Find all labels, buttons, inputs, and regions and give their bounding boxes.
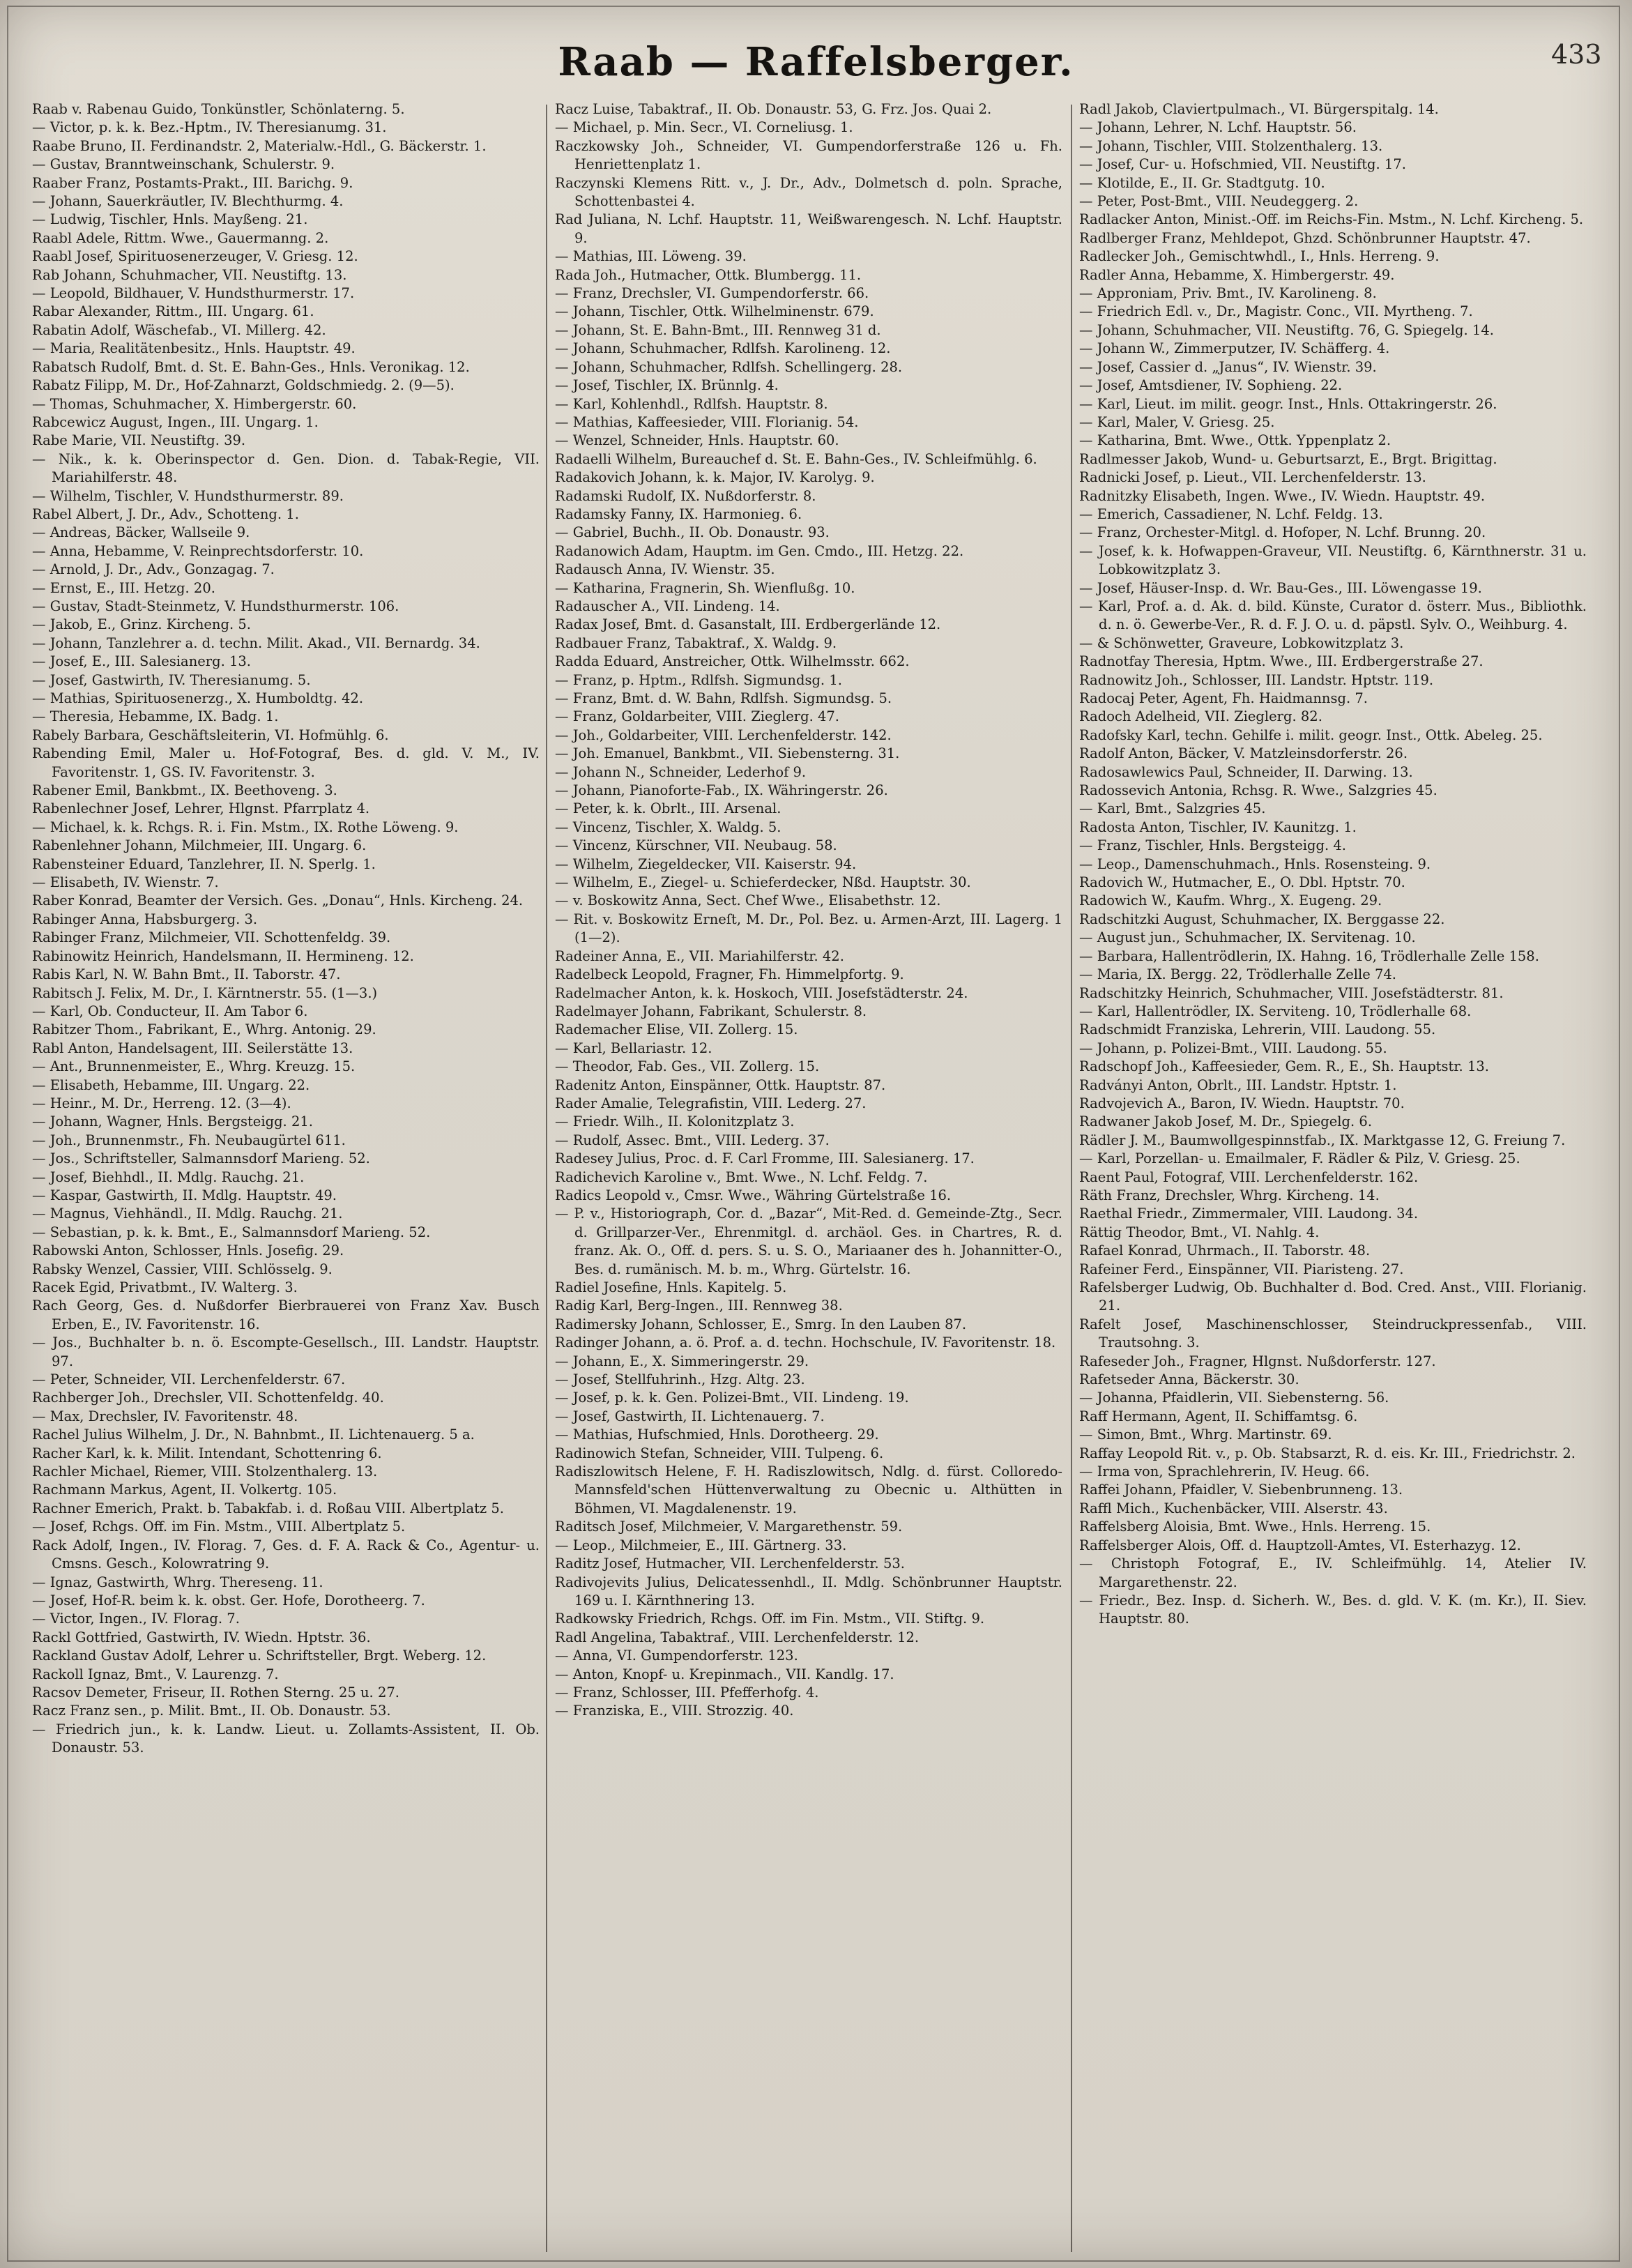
directory-entry: — Franziska, E., VIII. Strozzig. 40.	[555, 1703, 794, 1719]
directory-entry: — Johann, E., X. Simmeringerstr. 29.	[555, 1353, 809, 1369]
directory-entry: Rabitsch J. Felix, M. Dr., I. Kärntnerstr. 55. (1—3.)	[32, 984, 378, 1001]
directory-entry: — Johanna, Pfaidlerin, VII. Siebensterng. 56.	[1079, 1390, 1389, 1406]
directory-entry: — Mathias, Spirituosenerzg., X. Humboldtg. 42.	[32, 690, 364, 706]
directory-entry: — Karl, Ob. Conducteur, II. Am Tabor 6.	[32, 1003, 308, 1019]
directory-entry: — Leop., Milchmeier, E., III. Gärtnerg. 33.	[555, 1537, 847, 1553]
directory-entry: — Barbara, Hallentrödlerin, IX. Hahng. 16, Trödlerhalle Zelle 158.	[1079, 947, 1539, 964]
directory-entry: Raent Paul, Fotograf, VIII. Lerchenfelderstr. 162.	[1079, 1169, 1419, 1185]
directory-entry: Radeiner Anna, E., VII. Mariahilferstr. 42.	[555, 947, 844, 964]
directory-entry: — Josef, Tischler, IX. Brünnlg. 4.	[555, 377, 779, 394]
directory-entry: Radosawlewics Paul, Schneider, II. Darwing. 13.	[1079, 763, 1413, 780]
directory-entry: — Karl, Lieut. im milit. geogr. Inst., Hnls. Ottakringerstr. 26.	[1079, 395, 1497, 412]
directory-entry: — Johann, Schuhmacher, VII. Neustiftg. 76, G. Spiegelg. 14.	[1079, 321, 1494, 338]
directory-entry: Raczkowsky Joh., Schneider, VI. Gumpendorferstraße 126 u. Fh. Henriettenplatz 1.	[555, 137, 1062, 173]
directory-entry: Radichevich Karoline v., Bmt. Wwe., N. Lchf. Feldg. 7.	[555, 1169, 928, 1185]
directory-entry: — Rudolf, Assec. Bmt., VIII. Lederg. 37.	[555, 1132, 830, 1148]
directory-entry: Rader Amalie, Telegrafistin, VIII. Lederg. 27.	[555, 1095, 867, 1111]
directory-entry: — Ant., Brunnenmeister, E., Whrg. Kreuzg. 15.	[32, 1058, 356, 1075]
directory-entry: Rabending Emil, Maler u. Hof-Fotograf, Bes. d. gld. V. M., IV. Favoritenstr. 1, GS. IV. Favoritenstr. 3.	[32, 745, 540, 780]
directory-entry: — Jakob, E., Grinz. Kircheng. 5.	[32, 616, 251, 633]
directory-entry: — Rit. v. Boskowitz Erneſt, M. Dr., Pol. Bez. u. Armen-Arzt, III. Lagerg. 1 (1—2).	[555, 911, 1062, 946]
directory-entry: Rabinowitz Heinrich, Handelsmann, II. Hermineng. 12.	[32, 947, 414, 964]
directory-entry: — Ludwig, Tischler, Hnls. Mayßeng. 21.	[32, 211, 308, 228]
directory-entry: — August jun., Schuhmacher, IX. Servitenag. 10.	[1079, 929, 1416, 946]
directory-entry: Rädler J. M., Baumwollgespinnstfab., IX. Marktgasse 12, G. Freiung 7.	[1079, 1132, 1566, 1148]
directory-entry: Rabinger Franz, Milchmeier, VII. Schottenfeldg. 39.	[32, 929, 391, 946]
directory-entry: — Anton, Knopf- u. Krepinmach., VII. Kandlg. 17.	[555, 1666, 894, 1682]
directory-entry: Rafael Konrad, Uhrmach., II. Taborstr. 48.	[1079, 1242, 1371, 1259]
directory-entry: Radlmesser Jakob, Wund- u. Geburtsarzt, E., Brgt. Brigittag.	[1079, 450, 1497, 467]
directory-entry: — Maria, IX. Bergg. 22, Trödlerhalle Zelle 74.	[1079, 966, 1396, 983]
directory-entry: Radanowich Adam, Hauptm. im Gen. Cmdo., III. Hetzg. 22.	[555, 542, 964, 559]
directory-entry: Radlacker Anton, Minist.-Off. im Reichs-Fin. Mstm., N. Lchf. Kircheng. 5.	[1079, 211, 1584, 228]
directory-entry: — & Schönwetter, Graveure, Lobkowitzplatz 3.	[1079, 634, 1404, 651]
directory-entry: Raabe Bruno, II. Ferdinandstr. 2, Materialw.-Hdl., G. Bäckerstr. 1.	[32, 137, 487, 154]
directory-entry: Rafeseder Joh., Fragner, Hlgnst. Nußdorferstr. 127.	[1079, 1353, 1436, 1369]
directory-entry: Rabowski Anton, Schlosser, Hnls. Josefig. 29.	[32, 1242, 344, 1259]
directory-entry: — Wilhelm, Tischler, V. Hundsthurmerstr. 89.	[32, 487, 344, 504]
directory-entry: — Joh., Brunnenmstr., Fh. Neubaugürtel 611.	[32, 1132, 346, 1148]
directory-entry: Racsov Demeter, Friseur, II. Rothen Sterng. 25 u. 27.	[32, 1684, 399, 1700]
directory-entry: — Leop., Damenschuhmach., Hnls. Rosensteing. 9.	[1079, 855, 1431, 872]
directory-entry: — Josef, Gastwirth, II. Lichtenauerg. 7.	[555, 1408, 825, 1424]
directory-entry: Raff Hermann, Agent, II. Schiffamtsg. 6.	[1079, 1408, 1358, 1424]
directory-entry: — Franz, Tischler, Hnls. Bergsteigg. 4.	[1079, 837, 1346, 854]
directory-entry: Radesey Julius, Proc. d. F. Carl Fromme, III. Salesianerg. 17.	[555, 1150, 975, 1167]
directory-entry: Rabinger Anna, Habsburgerg. 3.	[32, 911, 258, 927]
directory-entry: — Karl, Bellariastr. 12.	[555, 1040, 712, 1056]
directory-entry: — Gustav, Branntweinschank, Schulerstr. 9.	[32, 156, 335, 173]
directory-entry: Raffelsberger Alois, Off. d. Hauptzoll-Amtes, VI. Esterhazyg. 12.	[1079, 1537, 1521, 1553]
directory-entry: — Victor, Ingen., IV. Florag. 7.	[32, 1611, 240, 1627]
directory-entry: — Josef, Hof-R. beim k. k. obst. Ger. Hofe, Dorotheerg. 7.	[32, 1592, 425, 1608]
directory-entry: Rachberger Joh., Drechsler, VII. Schottenfeldg. 40.	[32, 1390, 384, 1406]
directory-entry: Radenitz Anton, Einspänner, Ottk. Hauptstr. 87.	[555, 1076, 886, 1093]
directory-entry: Rabe Marie, VII. Neustiftg. 39.	[32, 432, 246, 449]
column-middle	[555, 100, 1062, 2234]
directory-entry: Radwaner Jakob Josef, M. Dr., Spiegelg. 6.	[1079, 1113, 1373, 1130]
directory-entry: Rafetseder Anna, Bäckerstr. 30.	[1079, 1371, 1299, 1388]
directory-columns	[32, 100, 1601, 2234]
directory-entry: Radschopf Joh., Kaffeesieder, Gem. R., E., Sh. Hauptstr. 13.	[1079, 1058, 1489, 1075]
directory-entry: — Katharina, Bmt. Wwe., Ottk. Yppenplatz 2.	[1079, 432, 1391, 449]
directory-entry: — Johann W., Zimmerputzer, IV. Schäfferg. 4.	[1079, 340, 1390, 357]
directory-entry: Rabitzer Thom., Fabrikant, E., Whrg. Antonig. 29.	[32, 1021, 376, 1038]
directory-entry: Radauscher A., VII. Lindeng. 14.	[555, 598, 780, 614]
directory-entry: — Simon, Bmt., Whrg. Martinstr. 69.	[1079, 1426, 1332, 1443]
directory-entry: — Klotilde, E., II. Gr. Stadtgutg. 10.	[1079, 174, 1325, 191]
directory-entry: Radoch Adelheid, VII. Zieglerg. 82.	[1079, 708, 1322, 725]
directory-entry: — Victor, p. k. k. Bez.-Hptm., IV. Theresianumg. 31.	[32, 119, 387, 136]
directory-entry: Radamsky Fanny, IX. Harmonieg. 6.	[555, 505, 802, 522]
directory-entry: Radinowich Stefan, Schneider, VIII. Tulpeng. 6.	[555, 1445, 884, 1461]
directory-entry: — Peter, k. k. Obrlt., III. Arsenal.	[555, 800, 781, 817]
directory-entry: Radakovich Johann, k. k. Major, IV. Karolyg. 9.	[555, 469, 875, 486]
directory-entry: Rad Juliana, N. Lchf. Hauptstr. 11, Weißwarengesch. N. Lchf. Hauptstr. 9.	[555, 211, 1062, 246]
directory-entry: — Anna, VI. Gumpendorferstr. 123.	[555, 1647, 798, 1664]
directory-entry: Rackland Gustav Adolf, Lehrer u. Schriftsteller, Brgt. Weberg. 12.	[32, 1647, 487, 1664]
directory-entry: Radaelli Wilhelm, Bureauchef d. St. E. Bahn-Ges., IV. Schleifmühlg. 6.	[555, 450, 1037, 467]
page-title: Raab — Raffelsberger.	[558, 39, 1074, 85]
directory-entry: Rademacher Elise, VII. Zollerg. 15.	[555, 1021, 798, 1038]
directory-entry: Radosta Anton, Tischler, IV. Kaunitzg. 1.	[1079, 819, 1357, 835]
directory-entry: Raethal Friedr., Zimmermaler, VIII. Laudong. 34.	[1079, 1205, 1419, 1222]
directory-entry: — Johann, Tanzlehrer a. d. techn. Milit. Akad., VII. Bernardg. 34.	[32, 634, 480, 651]
directory-entry: Rackoll Ignaz, Bmt., V. Laurenzg. 7.	[32, 1666, 279, 1682]
directory-entry: — Karl, Prof. a. d. Ak. d. bild. Künste, Curator d. österr. Mus., Bibliothk. d. n. ö. Gewerbe-Ver., R. d. F. J. O. u. d. päpstl. Sylv. O., Weihburg. 4.	[1079, 598, 1587, 633]
directory-entry: Rack Adolf, Ingen., IV. Florag. 7, Ges. d. F. A. Rack & Co., Agentur- u. Cmsns. Gesch., Kolowratring 9.	[32, 1537, 540, 1572]
directory-entry: Rabenlehner Johann, Milchmeier, III. Ungarg. 6.	[32, 837, 367, 854]
directory-entry: Rabatin Adolf, Wäschefab., VI. Millerg. 42.	[32, 321, 326, 338]
directory-entry: — Josef, Biehhdl., II. Mdlg. Rauchg. 21.	[32, 1169, 305, 1185]
directory-entry: — Friedr. Wilh., II. Kolonitzplatz 3.	[555, 1113, 795, 1130]
directory-entry: Radlecker Joh., Gemischtwhdl., I., Hnls. Herreng. 9.	[1079, 248, 1440, 265]
directory-entry: Radlberger Franz, Mehldepot, Ghzd. Schönbrunner Hauptstr. 47.	[1079, 229, 1531, 246]
directory-entry: Radványi Anton, Obrlt., III. Landstr. Hptstr. 1.	[1079, 1076, 1397, 1093]
directory-entry: — Johann, Sauerkräutler, IV. Blechthurmg. 4.	[32, 193, 344, 210]
directory-entry: — Peter, Post-Bmt., VIII. Neudeggerg. 2.	[1079, 193, 1359, 210]
directory-entry: Raditsch Josef, Milchmeier, V. Margarethenstr. 59.	[555, 1519, 903, 1535]
directory-entry: — Mathias, III. Löweng. 39.	[555, 248, 747, 265]
directory-entry: — Josef, E., III. Salesianerg. 13.	[32, 653, 251, 670]
directory-entry: — Franz, Bmt. d. W. Bahn, Rdlfsh. Sigmundsg. 5.	[555, 690, 892, 706]
directory-entry: Rafelsberger Ludwig, Ob. Buchhalter d. Bod. Cred. Anst., VIII. Florianig. 21.	[1079, 1279, 1587, 1314]
directory-entry: — Franz, Drechsler, VI. Gumpendorferstr. 66.	[555, 285, 869, 302]
directory-entry: — Josef, Amtsdiener, IV. Sophieng. 22.	[1079, 377, 1343, 394]
directory-entry: — Wilhelm, Ziegeldecker, VII. Kaiserstr. 94.	[555, 855, 857, 872]
directory-entry: — Johann, Schuhmacher, Rdlfsh. Schellingerg. 28.	[555, 358, 903, 375]
directory-entry: — Kaspar, Gastwirth, II. Mdlg. Hauptstr. 49.	[32, 1187, 337, 1203]
directory-entry: — Theresia, Hebamme, IX. Badg. 1.	[32, 708, 279, 725]
directory-entry: — Emerich, Cassadiener, N. Lchf. Feldg. 13.	[1079, 505, 1383, 522]
directory-entry: Radiel Josefine, Hnls. Kapitelg. 5.	[555, 1279, 787, 1295]
directory-entry: Radbauer Franz, Tabaktraf., X. Waldg. 9.	[555, 634, 837, 651]
directory-entry: — Joh., Goldarbeiter, VIII. Lerchenfelderstr. 142.	[555, 726, 892, 743]
directory-entry: Rachmann Markus, Agent, II. Volkertg. 105.	[32, 1482, 337, 1498]
directory-entry: — Johann N., Schneider, Lederhof 9.	[555, 763, 807, 780]
directory-entry: Radowich W., Kaufm. Whrg., X. Eugeng. 29.	[1079, 892, 1382, 909]
directory-entry: Radics Leopold v., Cmsr. Wwe., Währing Gürtelstraße 16.	[555, 1187, 952, 1203]
directory-entry: Rabcewicz August, Ingen., III. Ungarg. 1.	[32, 413, 319, 430]
directory-entry: — Wenzel, Schneider, Hnls. Hauptstr. 60.	[555, 432, 839, 449]
directory-entry: Rach Georg, Ges. d. Nußdorfer Bierbrauerei von Franz Xav. Busch Erben, E., IV. Favoritenstr. 16.	[32, 1297, 540, 1332]
directory-entry: Radnotfay Theresia, Hptm. Wwe., III. Erdbergerstraße 27.	[1079, 653, 1484, 670]
directory-entry: Radnowitz Joh., Schlosser, III. Landstr. Hptstr. 119.	[1079, 671, 1434, 688]
directory-entry: Rabsky Wenzel, Cassier, VIII. Schlösselg. 9.	[32, 1261, 333, 1277]
directory-entry: Radamski Rudolf, IX. Nußdorferstr. 8.	[555, 487, 816, 504]
directory-entry: Racek Egid, Privatbmt., IV. Walterg. 3.	[32, 1279, 298, 1295]
directory-entry: Rabatz Filipp, M. Dr., Hof-Zahnarzt, Goldschmiedg. 2. (9—5).	[32, 377, 455, 394]
directory-entry: Radda Eduard, Anstreicher, Ottk. Wilhelmsstr. 662.	[555, 653, 910, 670]
directory-entry: Radax Josef, Bmt. d. Gasanstalt, III. Erdbergerlände 12.	[555, 616, 941, 633]
directory-entry: Radschmidt Franziska, Lehrerin, VIII. Laudong. 55.	[1079, 1021, 1436, 1038]
directory-entry: Radler Anna, Hebamme, X. Himbergerstr. 49.	[1079, 266, 1395, 283]
directory-entry: — Johann, St. E. Bahn-Bmt., III. Rennweg 31 d.	[555, 321, 881, 338]
directory-entry: — Johann, Schuhmacher, Rdlfsh. Karolineng. 12.	[555, 340, 891, 357]
directory-entry: Radimersky Johann, Schlosser, E., Smrg. In den Lauben 87.	[555, 1316, 967, 1332]
directory-entry: — Josef, p. k. k. Gen. Polizei-Bmt., VII. Lindeng. 19.	[555, 1390, 909, 1406]
directory-entry: — Josef, Gastwirth, IV. Theresianumg. 5.	[32, 671, 311, 688]
directory-entry: — Nik., k. k. Oberinspector d. Gen. Dion. d. Tabak-Regie, VII. Mariahilferstr. 48.	[32, 450, 540, 486]
directory-entry: — Friedrich Edl. v., Dr., Magistr. Conc., VII. Myrtheng. 7.	[1079, 303, 1473, 320]
directory-entry: — Katharina, Fragnerin, Sh. Wienflußg. 10.	[555, 579, 855, 596]
directory-entry: — Karl, Kohlenhdl., Rdlfsh. Hauptstr. 8.	[555, 395, 828, 412]
directory-entry: — Elisabeth, IV. Wienstr. 7.	[32, 874, 219, 891]
directory-entry: Raaber Franz, Postamts-Prakt., III. Barichg. 9.	[32, 174, 353, 191]
directory-entry: Raabl Adele, Rittm. Wwe., Gauermanng. 2.	[32, 229, 329, 246]
directory-entry: — Josef, k. k. Hofwappen-Graveur, VII. Neustiftg. 6, Kärnthnerstr. 31 u. Lobkowitzplatz 3.	[1079, 542, 1587, 578]
directory-entry: Rättig Theodor, Bmt., VI. Nahlg. 4.	[1079, 1224, 1320, 1240]
directory-entry: — Karl, Maler, V. Griesg. 25.	[1079, 413, 1275, 430]
directory-entry: Rabener Emil, Bankbmt., IX. Beethoveng. 3.	[32, 782, 337, 799]
directory-entry: Rachner Emerich, Prakt. b. Tabakfab. i. d. Roßau VIII. Albertplatz 5.	[32, 1500, 505, 1516]
directory-entry: — Mathias, Hufschmied, Hnls. Dorotheerg. 29.	[555, 1426, 879, 1443]
directory-entry: Radocaj Peter, Agent, Fh. Haidmannsg. 7.	[1079, 690, 1368, 706]
directory-entry: Rafeiner Ferd., Einspänner, VII. Piaristeng. 27.	[1079, 1261, 1404, 1277]
directory-entry: Radschitzki August, Schuhmacher, IX. Berggasse 22.	[1079, 911, 1445, 927]
directory-entry: Rabel Albert, J. Dr., Adv., Schotteng. 1.	[32, 505, 299, 522]
directory-entry: — Franz, Schlosser, III. Pfefferhofg. 4.	[555, 1684, 819, 1700]
directory-entry: — Heinr., M. Dr., Herreng. 12. (3—4).	[32, 1095, 291, 1111]
directory-entry: — Johann, Lehrer, N. Lchf. Hauptstr. 56.	[1079, 119, 1357, 136]
directory-entry: — Michael, k. k. Rchgs. R. i. Fin. Mstm., IX. Rothe Löweng. 9.	[32, 819, 459, 835]
directory-entry: Radelmacher Anton, k. k. Hoskoch, VIII. Josefstädterstr. 24.	[555, 984, 968, 1001]
directory-entry: — Michael, p. Min. Secr., VI. Corneliusg. 1.	[555, 119, 853, 136]
directory-entry: Radl Angelina, Tabaktraf., VIII. Lerchenfelderstr. 12.	[555, 1629, 920, 1645]
directory-entry: Radig Karl, Berg-Ingen., III. Rennweg 38.	[555, 1297, 843, 1314]
directory-entry: Raffl Mich., Kuchenbäcker, VIII. Alserstr. 43.	[1079, 1500, 1388, 1516]
directory-entry: — Theodor, Fab. Ges., VII. Zollerg. 15.	[555, 1058, 820, 1075]
directory-entry: Raczynski Klemens Ritt. v., J. Dr., Adv., Dolmetsch d. poln. Sprache, Schottenbastei 4.	[555, 174, 1062, 210]
directory-entry: — Josef, Stellfuhrinh., Hzg. Altg. 23.	[555, 1371, 805, 1388]
directory-entry: Rabatsch Rudolf, Bmt. d. St. E. Bahn-Ges., Hnls. Veronikag. 12.	[32, 358, 470, 375]
directory-entry: — Anna, Hebamme, V. Reinprechtsdorferstr. 10.	[32, 542, 364, 559]
directory-entry: — Joh. Emanuel, Bankbmt., VII. Siebensterng. 31.	[555, 745, 900, 762]
directory-entry: — Josef, Häuser-Insp. d. Wr. Bau-Ges., III. Löwengasse 19.	[1079, 579, 1482, 596]
directory-entry: Räth Franz, Drechsler, Whrg. Kircheng. 14.	[1079, 1187, 1380, 1203]
directory-entry: Radinger Johann, a. ö. Prof. a. d. techn. Hochschule, IV. Favoritenstr. 18.	[555, 1334, 1056, 1351]
directory-entry: — Josef, Cur- u. Hofschmied, VII. Neustiftg. 17.	[1079, 156, 1406, 173]
directory-entry: Rab Johann, Schuhmacher, VII. Neustiftg. 13.	[32, 266, 347, 283]
directory-entry: Raabl Josef, Spirituosenerzeuger, V. Griesg. 12.	[32, 248, 358, 265]
directory-entry: Radausch Anna, IV. Wienstr. 35.	[555, 561, 775, 578]
directory-entry: Rabenlechner Josef, Lehrer, Hlgnst. Pfarrplatz 4.	[32, 800, 370, 817]
directory-entry: Rabar Alexander, Rittm., III. Ungarg. 61.	[32, 303, 314, 320]
directory-entry: Radivojevits Julius, Delicatessenhdl., II. Mdlg. Schönbrunner Hauptstr. 169 u. I. Kärnthnering 13.	[555, 1574, 1062, 1608]
directory-entry: — Josef, Rchgs. Off. im Fin. Mstm., VIII. Albertplatz 5.	[32, 1519, 406, 1535]
directory-entry: — Johann, Tischler, VIII. Stolzenthalerg. 13.	[1079, 137, 1383, 154]
directory-entry: — Franz, Goldarbeiter, VIII. Zieglerg. 47.	[555, 708, 839, 725]
directory-entry: — v. Boskowitz Anna, Sect. Chef Wwe., Elisabethstr. 12.	[555, 892, 941, 909]
directory-entry: Racz Luise, Tabaktraf., II. Ob. Donaustr. 53, G. Frz. Jos. Quai 2.	[555, 101, 992, 117]
directory-entry: Radelbeck Leopold, Fragner, Fh. Himmelpfortg. 9.	[555, 966, 904, 983]
directory-entry: — Wilhelm, E., Ziegel- u. Schieferdecker, Nßd. Hauptstr. 30.	[555, 874, 971, 891]
directory-entry: Radnitzky Elisabeth, Ingen. Wwe., IV. Wiedn. Hauptstr. 49.	[1079, 487, 1486, 504]
directory-entry: — Magnus, Viehhändl., II. Mdlg. Rauchg. 21.	[32, 1205, 343, 1222]
directory-entry: Radvojevich A., Baron, IV. Wiedn. Hauptstr. 70.	[1079, 1095, 1405, 1111]
directory-entry: Radl Jakob, Claviertpulmach., VI. Bürgerspitalg. 14.	[1079, 101, 1439, 117]
directory-entry: — Peter, Schneider, VII. Lerchenfelderstr. 67.	[32, 1371, 346, 1388]
directory-entry: — Karl, Porzellan- u. Emailmaler, F. Rädler & Pilz, V. Griesg. 25.	[1079, 1150, 1520, 1167]
directory-entry: — Johann, Tischler, Ottk. Wilhelminenstr. 679.	[555, 303, 874, 320]
directory-entry: — Irma von, Sprachlehrerin, IV. Heug. 66.	[1079, 1463, 1370, 1480]
directory-entry: Raffay Leopold Rit. v., p. Ob. Stabsarzt, R. d. eis. Kr. III., Friedrichstr. 2.	[1079, 1445, 1576, 1461]
directory-entry: Rackl Gottfried, Gastwirth, IV. Wiedn. Hptstr. 36.	[32, 1629, 371, 1645]
directory-entry: — Andreas, Bäcker, Wallseile 9.	[32, 524, 250, 541]
column-left	[32, 100, 540, 2234]
directory-entry: — Arnold, J. Dr., Adv., Gonzagag. 7.	[32, 561, 275, 578]
directory-entry: — Maria, Realitätenbesitz., Hnls. Hauptstr. 49.	[32, 340, 356, 357]
directory-entry: Radolf Anton, Bäcker, V. Matzleinsdorferstr. 26.	[1079, 745, 1408, 762]
directory-entry: Racher Karl, k. k. Milit. Intendant, Schottenring 6.	[32, 1445, 382, 1461]
directory-entry: Radschitzky Heinrich, Schuhmacher, VIII. Josefstädterstr. 81.	[1079, 984, 1504, 1001]
directory-entry: — Vincenz, Kürschner, VII. Neubaug. 58.	[555, 837, 837, 854]
directory-entry: Raditz Josef, Hutmacher, VII. Lerchenfelderstr. 53.	[555, 1555, 905, 1572]
directory-entry: — Jos., Buchhalter b. n. ö. Escompte-Gesellsch., III. Landstr. Hauptstr. 97.	[32, 1334, 540, 1369]
directory-entry: Rabis Karl, N. W. Bahn Bmt., II. Taborstr. 47.	[32, 966, 341, 983]
directory-entry: Rabely Barbara, Geschäftsleiterin, VI. Hofmühlg. 6.	[32, 726, 389, 743]
directory-entry: — Approniam, Priv. Bmt., IV. Karolineng. 8.	[1079, 285, 1377, 302]
directory-entry: Radkowsky Friedrich, Rchgs. Off. im Fin. Mstm., VII. Stiftg. 9.	[555, 1611, 985, 1627]
directory-entry: Rachel Julius Wilhelm, J. Dr., N. Bahnbmt., II. Lichtenauerg. 5 a.	[32, 1426, 475, 1443]
column-right	[1079, 100, 1587, 2234]
directory-entry: — Thomas, Schuhmacher, X. Himbergerstr. 60.	[32, 395, 357, 412]
directory-entry: — Mathias, Kaffeesieder, VIII. Florianig. 54.	[555, 413, 859, 430]
directory-entry: — Vincenz, Tischler, X. Waldg. 5.	[555, 819, 781, 835]
directory-entry: — Karl, Bmt., Salzgries 45.	[1079, 800, 1266, 817]
directory-entry: Rabensteiner Eduard, Tanzlehrer, II. N. Sperlg. 1.	[32, 855, 376, 872]
directory-entry: — Max, Drechsler, IV. Favoritenstr. 48.	[32, 1408, 298, 1424]
page-header	[0, 26, 1632, 85]
directory-entry: Rachler Michael, Riemer, VIII. Stolzenthalerg. 13.	[32, 1463, 378, 1480]
directory-entry: — Josef, Cassier d. „Janus“, IV. Wienstr. 39.	[1079, 358, 1377, 375]
directory-entry: Radelmayer Johann, Fabrikant, Schulerstr. 8.	[555, 1003, 867, 1019]
directory-entry: — Johann, p. Polizei-Bmt., VIII. Laudong. 55.	[1079, 1040, 1387, 1056]
directory-entry: — Ernst, E., III. Hetzg. 20.	[32, 579, 215, 596]
directory-entry: — Johann, Wagner, Hnls. Bergsteigg. 21.	[32, 1113, 313, 1130]
directory-entry: Radiszlowitsch Helene, F. H. Radiszlowitsch, Ndlg. d. fürst. Colloredo-Mannsfeld'schen Hüttenverwaltung zu Obecnic u. Althütten in Böhmen, VI. Magdalenenstr. 19.	[555, 1463, 1062, 1516]
directory-entry: Radofsky Karl, techn. Gehilfe i. milit. geogr. Inst., Ottk. Abeleg. 25.	[1079, 726, 1543, 743]
directory-entry: — Friedr., Bez. Insp. d. Sicherh. W., Bes. d. gld. V. K. (m. Kr.), II. Siev. Hauptstr. 80.	[1079, 1592, 1587, 1627]
directory-entry: — Franz, p. Hptm., Rdlfsh. Sigmundsg. 1.	[555, 671, 842, 688]
directory-entry: — Christoph Fotograf, E., IV. Schleifmühlg. 14, Atelier IV. Margarethenstr. 22.	[1079, 1555, 1587, 1590]
directory-entry: Raber Konrad, Beamter der Versich. Ges. „Donau“, Hnls. Kircheng. 24.	[32, 892, 524, 909]
directory-entry: — Leopold, Bildhauer, V. Hundsthurmerstr. 17.	[32, 285, 355, 302]
directory-entry: — Jos., Schriftsteller, Salmannsdorf Marieng. 52.	[32, 1150, 370, 1167]
directory-entry: Rabl Anton, Handelsagent, III. Seilerstätte 13.	[32, 1040, 353, 1056]
directory-entry: Radovich W., Hutmacher, E., O. Dbl. Hptstr. 70.	[1079, 874, 1405, 891]
directory-entry: — Sebastian, p. k. k. Bmt., E., Salmannsdorf Marieng. 52.	[32, 1224, 431, 1240]
directory-entry: Raffei Johann, Pfaidler, V. Siebenbrunneng. 13.	[1079, 1482, 1403, 1498]
directory-entry: Raab v. Rabenau Guido, Tonkünstler, Schönlaterng. 5.	[32, 101, 405, 117]
directory-entry: — P. v., Historiograph, Cor. d. „Bazar“, Mit-Red. d. Gemeinde-Ztg., Secr. d. Grillparzer-Ver., Ehrenmitgl. d. archäol. Ges. in Chartres, R. d. franz. Ak. O., Off. d. pers. S. u. S. O., Mariaaner des h. Johannitter-O., Bes. d. rumänisch. M. b. m., Whrg. Gürtelstr. 16.	[555, 1205, 1062, 1277]
directory-entry: Radossevich Antonia, Rchsg. R. Wwe., Salzgries 45.	[1079, 782, 1437, 799]
directory-entry: — Friedrich jun., k. k. Landw. Lieut. u. Zollamts-Assistent, II. Ob. Donaustr. 53.	[32, 1721, 540, 1756]
directory-entry: — Elisabeth, Hebamme, III. Ungarg. 22.	[32, 1076, 310, 1093]
directory-entry: Racz Franz sen., p. Milit. Bmt., II. Ob. Donaustr. 53.	[32, 1703, 391, 1719]
directory-entry: Raffelsberg Aloisia, Bmt. Wwe., Hnls. Herreng. 15.	[1079, 1519, 1431, 1535]
directory-entry: — Ignaz, Gastwirth, Whrg. Thereseng. 11.	[32, 1574, 323, 1590]
page-number: 433	[1551, 39, 1602, 70]
directory-entry: — Gabriel, Buchh., II. Ob. Donaustr. 93.	[555, 524, 830, 541]
directory-entry: — Johann, Pianoforte-Fab., IX. Währingerstr. 26.	[555, 782, 888, 799]
directory-entry: Rafelt Josef, Maschinenschlosser, Steindruckpressenfab., VIII. Trautsohng. 3.	[1079, 1316, 1587, 1351]
directory-entry: — Gustav, Stadt-Steinmetz, V. Hundsthurmerstr. 106.	[32, 598, 399, 614]
directory-entry: Rada Joh., Hutmacher, Ottk. Blumbergg. 11.	[555, 266, 862, 283]
directory-entry: — Karl, Hallentrödler, IX. Serviteng. 10, Trödlerhalle 68.	[1079, 1003, 1472, 1019]
directory-entry: Radnicki Josef, p. Lieut., VII. Lerchenfelderstr. 13.	[1079, 469, 1426, 486]
directory-entry: — Franz, Orchester-Mitgl. d. Hofoper, N. Lchf. Brunng. 20.	[1079, 524, 1486, 541]
